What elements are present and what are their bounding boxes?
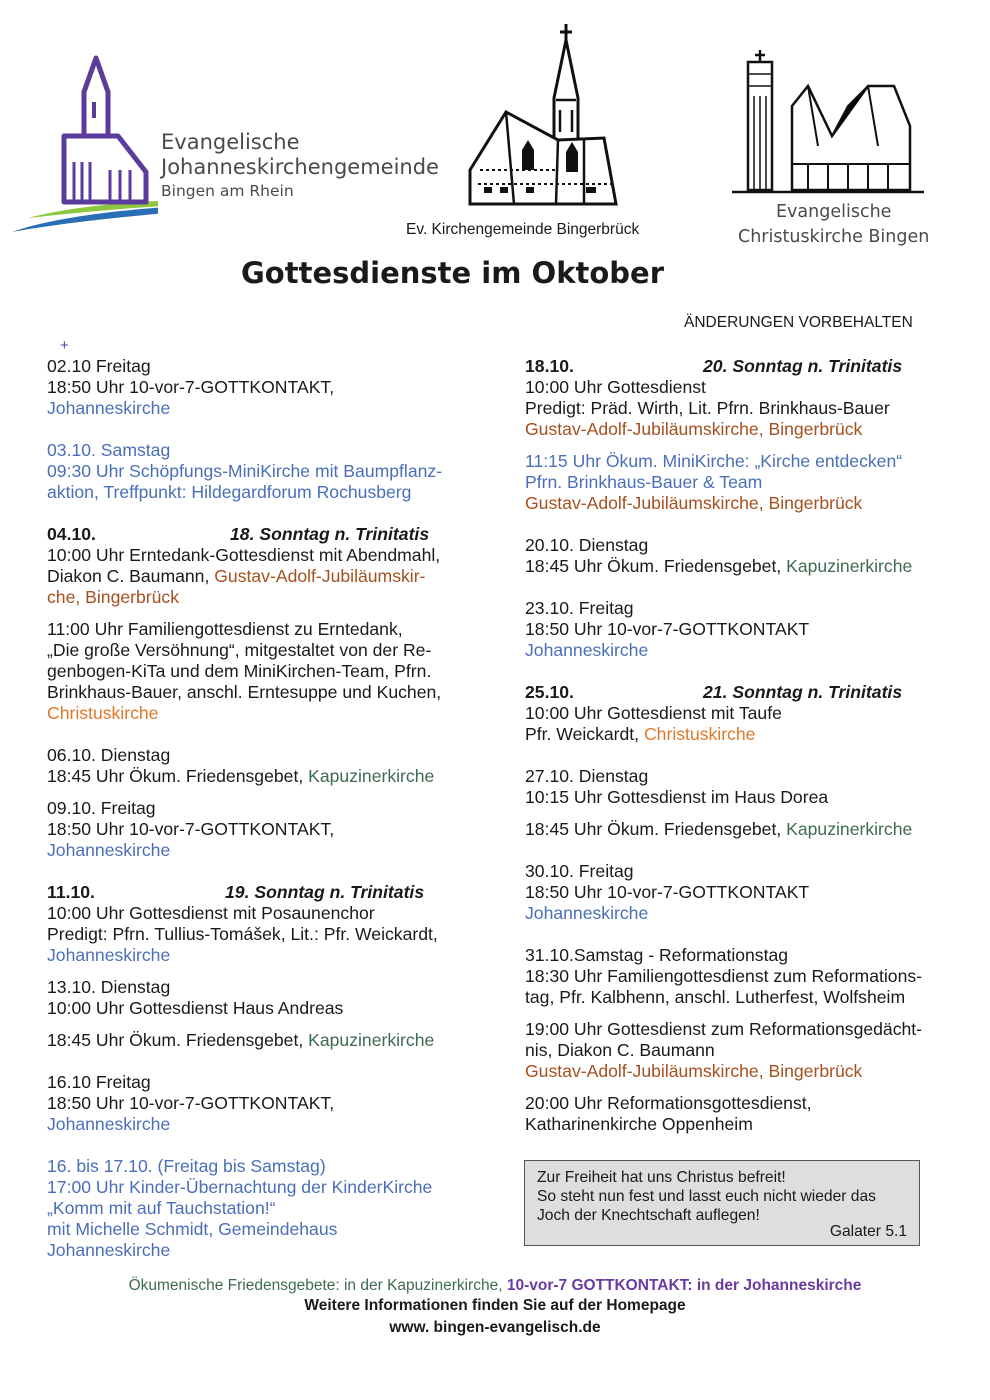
right-column	[525, 356, 945, 1135]
sunday-title: 20. Sonntag n. Trinitatis	[703, 356, 903, 376]
logo-left-line3: Bingen am Rhein	[161, 182, 294, 200]
logo-middle-caption: Ev. Kirchengemeinde Bingerbrück	[406, 221, 640, 238]
bingerbrueck-logo	[466, 20, 626, 210]
event-text: 10:00 Uhr Gottesdienst Haus Andreas	[47, 998, 344, 1018]
sunday-title: 19. Sonntag n. Trinitatis	[225, 882, 425, 902]
event-date: 11.10.	[47, 882, 95, 902]
event-16-10	[47, 1072, 477, 1135]
event-text: 18:50 Uhr 10-vor-7-GOTTKONTAKT	[525, 882, 810, 902]
event-25-10	[525, 682, 945, 745]
sunday-header	[525, 356, 945, 377]
event-text: „Komm mit auf Tauchstation!“	[47, 1198, 276, 1218]
event-location: Johanneskirche	[47, 945, 171, 965]
event-11-10	[47, 882, 477, 966]
event-text: 18:45 Uhr Ökum. Friedensgebet,	[525, 556, 787, 576]
event-location: Christuskirche	[643, 724, 756, 744]
event-31-10-oppenheim	[525, 1093, 945, 1135]
event-text: Pfrn. Brinkhaus-Bauer & Team	[525, 472, 763, 492]
logo-right-line1: Evangelische	[776, 202, 892, 222]
event-31-10	[525, 945, 945, 1008]
event-04-10-family	[47, 619, 477, 724]
event-text: Diakon C. Baumann,	[47, 566, 215, 586]
event-date: 16.10 Freitag	[47, 1072, 151, 1092]
bible-verse-box	[524, 1160, 920, 1246]
event-location: Johanneskirche	[47, 840, 171, 860]
footer-line1	[0, 1277, 990, 1295]
event-text: genbogen-KiTa und dem MiniKirchen-Team, Pfrn.	[47, 661, 432, 681]
event-text: 10:00 Uhr Gottesdienst	[525, 377, 706, 397]
event-text: nis, Diakon C. Baumann	[525, 1040, 715, 1060]
event-text: 18:45 Uhr Ökum. Friedensgebet,	[525, 819, 787, 839]
event-date: 23.10. Freitag	[525, 598, 634, 618]
event-30-10	[525, 861, 945, 924]
event-09-10	[47, 798, 477, 861]
event-text: Pfr. Weickardt,	[525, 724, 644, 744]
verse-line: So steht nun fest und lasst euch nicht wieder das	[537, 1188, 876, 1205]
event-text: 10:00 Uhr Gottesdienst mit Posaunenchor	[47, 903, 375, 923]
johanneskirche-church-icon	[8, 52, 158, 242]
event-date: 30.10. Freitag	[525, 861, 634, 881]
event-text: 18:50 Uhr 10-vor-7-GOTTKONTAKT,	[47, 377, 335, 397]
footer-prayer-info: Ökumenische Friedensgebete: in der Kapuzinerkirche,	[128, 1277, 507, 1294]
event-text: Predigt: Pfrn. Tullius-Tomášek, Lit.: Pfr. Weickardt,	[47, 924, 438, 944]
page-title: Gottesdienste im Oktober	[241, 256, 664, 290]
event-23-10	[525, 598, 945, 661]
event-date: 06.10. Dienstag	[47, 745, 171, 765]
sunday-header	[525, 682, 945, 703]
logo-right-line2: Christuskirche Bingen	[738, 227, 930, 247]
event-location: Kapuzinerkirche	[308, 766, 435, 786]
sunday-title: 18. Sonntag n. Trinitatis	[230, 524, 430, 544]
event-date: 18.10.	[525, 356, 574, 376]
event-text: tag, Pfr. Kalbhenn, anschl. Lutherfest, Wolfsheim	[525, 987, 906, 1007]
footer-line2: Weitere Informationen finden Sie auf der Homepage	[304, 1297, 686, 1314]
event-location: Gustav-Adolf-Jubiläumskirche, Bingerbrück	[525, 1061, 863, 1081]
event-text: 10:00 Uhr Erntedank-Gottesdienst mit Abendmahl,	[47, 545, 441, 565]
event-location: Johanneskirche	[525, 903, 649, 923]
event-13-10-prayer	[47, 1030, 477, 1051]
event-text: 18:30 Uhr Familiengottesdienst zum Reformations-	[525, 966, 923, 986]
sunday-header	[47, 524, 477, 545]
event-date: 20.10. Dienstag	[525, 535, 649, 555]
event-text: Predigt: Präd. Wirth, Lit. Pfrn. Brinkhaus-Bauer	[525, 398, 890, 418]
event-date: 25.10.	[525, 682, 574, 702]
event-13-10	[47, 977, 477, 1019]
event-18-10	[525, 356, 945, 440]
event-location: Johanneskirche	[525, 640, 649, 660]
event-date: 27.10. Dienstag	[525, 766, 649, 786]
event-location: Gustav-Adolf-Jubiläumskir-	[214, 566, 426, 586]
event-text: Brinkhaus-Bauer, anschl. Erntesuppe und Kuchen,	[47, 682, 442, 702]
event-text: 11:00 Uhr Familiengottesdienst zu Erntedank,	[47, 619, 403, 639]
event-18-10-minikirche	[525, 451, 945, 514]
event-text: 17:00 Uhr Kinder-Übernachtung der KinderKirche	[47, 1177, 433, 1197]
event-text: mit Michelle Schmidt, Gemeindehaus	[47, 1219, 338, 1239]
footer-gottkontakt-info: 10-vor-7 GOTTKONTAKT: in der Johanneskirche	[506, 1277, 862, 1294]
footer-website: www. bingen-evangelisch.de	[389, 1319, 601, 1336]
event-location: Johanneskirche	[47, 398, 171, 418]
event-location: Christuskirche	[47, 703, 159, 723]
event-date: 02.10 Freitag	[47, 356, 151, 376]
event-16-17-10	[47, 1156, 477, 1261]
event-text: 18:45 Uhr Ökum. Friedensgebet,	[47, 766, 309, 786]
christuskirche-logo	[728, 46, 928, 196]
event-text: 11:15 Uhr Ökum. MiniKirche: „Kirche entdecken“	[525, 451, 903, 471]
event-04-10	[47, 524, 477, 608]
event-text: 18:50 Uhr 10-vor-7-GOTTKONTAKT	[525, 619, 810, 639]
verse-reference: Galater 5.1	[829, 1223, 907, 1240]
event-text: 09:30 Uhr Schöpfungs-MiniKirche mit Baumpflanz-	[47, 461, 443, 481]
event-date: 31.10.Samstag - Reformationstag	[525, 945, 789, 965]
logo-left-line1: Evangelische	[161, 130, 300, 154]
event-location: Katharinenkirche Oppenheim	[525, 1114, 753, 1134]
left-column	[47, 356, 477, 1261]
event-location: Johanneskirche	[47, 1114, 171, 1134]
event-location: che, Bingerbrück	[47, 587, 180, 607]
event-location: Kapuzinerkirche	[786, 819, 913, 839]
event-text: aktion, Treffpunkt: Hildegardforum Rochusberg	[47, 482, 412, 502]
verse-line: Joch der Knechtschaft auflegen!	[537, 1207, 760, 1224]
event-text: 10:00 Uhr Gottesdienst mit Taufe	[525, 703, 782, 723]
event-text: 10:15 Uhr Gottesdienst im Haus Dorea	[525, 787, 829, 807]
event-location: Kapuzinerkirche	[786, 556, 913, 576]
event-text: 20:00 Uhr Reformationsgottesdienst,	[525, 1093, 812, 1113]
event-27-10-prayer	[525, 819, 945, 840]
event-location: Johanneskirche	[47, 1240, 171, 1260]
event-date: 04.10.	[47, 524, 96, 544]
event-location: Gustav-Adolf-Jubiläumskirche, Bingerbrück	[525, 493, 863, 513]
event-date: 09.10. Freitag	[47, 798, 156, 818]
event-20-10	[525, 535, 945, 577]
changes-notice: ÄNDERUNGEN VORBEHALTEN	[684, 314, 913, 331]
sunday-title: 21. Sonntag n. Trinitatis	[703, 682, 903, 702]
event-text: 18:50 Uhr 10-vor-7-GOTTKONTAKT,	[47, 1093, 335, 1113]
event-text: 19:00 Uhr Gottesdienst zum Reformationsgedächt-	[525, 1019, 923, 1039]
verse-line: Zur Freiheit hat uns Christus befreit!	[537, 1169, 786, 1186]
event-text: 18:50 Uhr 10-vor-7-GOTTKONTAKT,	[47, 819, 335, 839]
christuskirche-icon	[728, 46, 928, 196]
event-text: 18:45 Uhr Ökum. Friedensgebet,	[47, 1030, 309, 1050]
logo-left-line2: Johanneskirchengemeinde	[161, 155, 439, 179]
event-02-10	[47, 356, 477, 419]
event-06-10	[47, 745, 477, 787]
event-location: Kapuzinerkirche	[308, 1030, 435, 1050]
plus-mark: +	[60, 337, 69, 354]
gothic-church-icon	[466, 20, 626, 210]
event-31-10-evening	[525, 1019, 945, 1082]
event-date: 03.10. Samstag	[47, 440, 171, 460]
johanneskirche-logo	[8, 52, 438, 242]
event-text: „Die große Versöhnung“, mitgestaltet von der Re-	[47, 640, 432, 660]
sunday-header	[47, 882, 477, 903]
event-date: 16. bis 17.10. (Freitag bis Samstag)	[47, 1156, 326, 1176]
event-date: 13.10. Dienstag	[47, 977, 171, 997]
event-location: Gustav-Adolf-Jubiläumskirche, Bingerbrück	[525, 419, 863, 439]
event-27-10	[525, 766, 945, 808]
event-03-10	[47, 440, 477, 503]
